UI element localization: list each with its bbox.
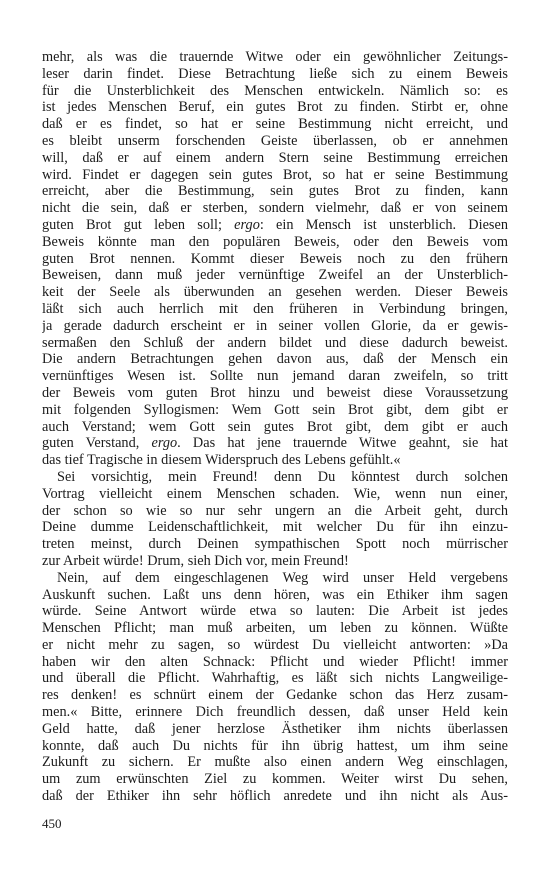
- text-line: daß er es findet, so hat er seine Bestimmung nicht erreicht, und: [42, 116, 508, 133]
- text-line: ist jedes Menschen Beruf, ein gutes Brot zu finden. Stirbt er, ohne: [42, 99, 508, 116]
- text-line: treten meinst, durch Deinen sympathischen Spott noch mürrischer: [42, 536, 508, 553]
- text-line: mehr, als was die trauernde Witwe oder ein gewöhnlicher Zeitungs-: [42, 49, 508, 65]
- text-run: : ein Mensch ist unsterblich. Diesen: [259, 216, 508, 233]
- text-line: zur Arbeit würde! Drum, sieh Dich vor, mein Freund!: [42, 552, 349, 569]
- text-line: sermaßen den Schluß der andern bildet und diese dadurch beweist.: [42, 334, 508, 351]
- text-run: guten Verstand,: [42, 435, 152, 452]
- text-line: der schon so wie so nur sehr ungern an die Arbeit geht, durch: [42, 502, 508, 519]
- page-text: [42, 49, 508, 805]
- text-line: auch Verstand; wem Gott sein gutes Brot gibt, dem gibt er auch: [42, 418, 508, 435]
- text-line: für die Unsterblichkeit des Menschen entwickeln. Nämlich so: es: [42, 82, 508, 99]
- text-line: Zukunft zu sichern. Er mußte also einen andern Weg einschlagen,: [42, 754, 508, 771]
- text-line: daß der Ethiker ihn sehr höflich anredete und ihn nicht als Aus-: [42, 788, 508, 805]
- paragraph: [42, 49, 508, 469]
- text-line: leser darin findet. Diese Betrachtung ließe sich zu einem Beweis: [42, 65, 508, 82]
- text-line: Die andern Betrachtungen gehen davon aus, daß der Mensch ein: [42, 351, 508, 368]
- italic-term: ergo: [234, 216, 260, 233]
- text-line: würde. Seine Antwort würde etwa so lauten: Die Arbeit ist jedes: [42, 603, 508, 620]
- paragraph: [42, 570, 508, 805]
- text-line: will, daß er auf einem andern Stern seine Bestimmung erreichen: [42, 149, 508, 166]
- italic-term: ergo: [151, 435, 178, 452]
- text-line: Menschen Pflicht; man muß arbeiten, um leben zu können. Wüßte: [42, 620, 508, 637]
- text-line: Deine dumme Leidenschaftlichkeit, mit welcher Du für ihn einzu-: [42, 519, 508, 536]
- text-line: men.« Bitte, erinnere Dich freundlich dessen, daß unser Held kein: [42, 704, 508, 721]
- text-line: Beweisen, dann muß jeder vernünftige Zweifel an der Unsterblich-: [42, 267, 508, 284]
- text-line: [42, 435, 508, 452]
- text-line: Sei vorsichtig, mein Freund! denn Du könntest durch solchen: [57, 468, 508, 485]
- paragraph: [42, 469, 508, 570]
- text-line: mit folgenden Syllogismen: Wem Gott sein Brot gibt, dem gibt er: [42, 401, 508, 418]
- text-line: konnte, daß auch Du nichts für ihn übrig hattest, um ihm seine: [42, 737, 508, 754]
- text-line: und überall die Pflicht. Wahrhaftig, es läßt sich nichts Langweilige-: [42, 670, 508, 687]
- text-line: das tief Tragische in diesem Widerspruch des Lebens gefühlt.«: [42, 452, 401, 469]
- text-run: . Das hat jene trauernde Witwe geahnt, sie hat: [177, 435, 508, 452]
- text-line: Auskunft suchen. Laßt uns denn hören, was ein Ethiker ihm sagen: [42, 586, 508, 603]
- text-line: Geld hatte, daß jener herzlose Ästhetiker ihm nichts überlassen: [42, 720, 508, 737]
- text-line: ja gerade dadurch erscheint er in seiner vollen Glorie, da er gewis-: [42, 317, 508, 334]
- page-number: 450: [42, 816, 62, 831]
- text-line: res denken! es schnürt einem der Gedanke schon das Herz zusam-: [42, 687, 508, 704]
- text-line: vernünftiges Wesen ist. Sollte nun jemand daran zweifeln, so tritt: [42, 368, 508, 385]
- text-line: läßt sich auch herrlich mit den früheren in Verbindung bringen,: [42, 300, 508, 317]
- text-line: guten Brot nennen. Kommt dieser Beweis noch zu den frühern: [42, 250, 508, 267]
- text-line: Vortrag vielleicht einem Menschen schaden. Wie, wenn nun einer,: [42, 485, 508, 502]
- text-line: es bleibt unserm forschenden Geiste überlassen, ob er annehmen: [42, 132, 508, 149]
- text-line: der Beweis vom guten Brot hinzu und beweist diese Voraussetzung: [42, 384, 508, 401]
- text-line: Nein, auf dem eingeschlagenen Weg wird unser Held vergebens: [57, 569, 508, 586]
- text-line: Beweis könnte man den populären Beweis, oder den Beweis vom: [42, 233, 508, 250]
- text-line: [42, 217, 508, 234]
- text-line: erreicht, aber die Bestimmung, sein gutes Brot zu finden, kann: [42, 183, 508, 200]
- text-line: keit der Seele als überwunden an gesehen werden. Dieser Beweis: [42, 284, 508, 301]
- text-line: nicht die sein, daß er sterben, sondern vielmehr, daß er von seinem: [42, 200, 508, 217]
- text-line: wird. Findet er dagegen sein gutes Brot, so hat er seine Bestimmung: [42, 166, 508, 183]
- text-line: er nicht mehr zu sagen, so würdest Du vielleicht antworten: »Da: [42, 636, 508, 653]
- text-line: um zum erwünschten Ziel zu kommen. Weiter wirst Du sehen,: [42, 771, 508, 788]
- text-line: haben wir den alten Schnack: Pflicht und wieder Pflicht! immer: [42, 653, 508, 670]
- text-run: guten Brot gut leben soll;: [42, 216, 235, 233]
